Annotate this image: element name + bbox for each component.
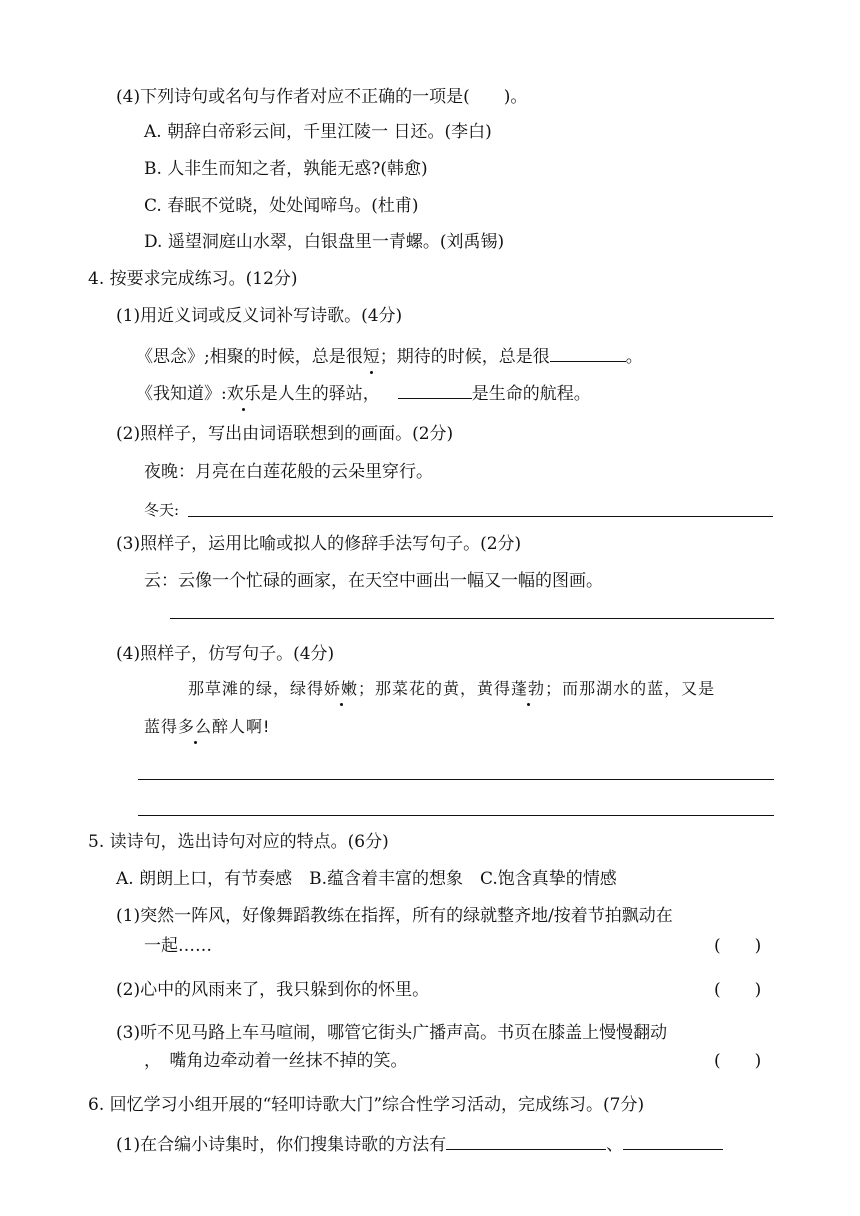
- q4-2-answer-line[interactable]: [188, 516, 773, 517]
- q4-2-prompt: 冬天:: [144, 501, 180, 519]
- q4-4-s2: ；那菜花的黄，黄得: [358, 679, 512, 698]
- q4-title: 4. 按要求完成练习。(12分): [88, 269, 298, 289]
- q4-4-sample-line-2: [144, 716, 270, 738]
- q6-title: 6. 回忆学习小组开展的“轻叩诗歌大门”综合性学习活动，完成练习。(7分): [88, 1095, 645, 1115]
- q4-4-stem: (4)照样子，仿写句子。(4分): [116, 644, 335, 664]
- q4-1-blank-1[interactable]: [550, 343, 626, 362]
- q5-item-1-line-1: (1)突然一阵风，好像舞蹈教练在指挥，所有的绿就整齐地/按着节拍飘动在: [116, 906, 673, 926]
- q5-item-3-line-2: ， 嘴角边牵动着一丝抹不掉的笑。: [144, 1051, 408, 1071]
- q5-options: A. 朗朗上口，有节奏感 B.蕴含着丰富的想象 C.饱含真挚的情感: [116, 869, 617, 889]
- q5-item-3-line-1: (3)听不见马路上车马喧闹，哪管它街头广播声高。书页在膝盖上慢慢翻动: [116, 1023, 668, 1043]
- q4-1-line-1: [136, 343, 643, 368]
- q4-1-line-2: [136, 380, 591, 405]
- q6-1-line: [116, 1131, 723, 1156]
- q4-3-stem: (3)照样子，运用比喻或拟人的修辞手法写句子。(2分): [116, 534, 522, 554]
- q4-1-line-1-a: 《思念》;相聚的时候，总是很: [136, 347, 363, 367]
- q3-4-option-a: A. 朝辞白帝彩云间，千里江陵一 日还。(李白): [144, 122, 492, 142]
- q5-item-2-answer[interactable]: ( ): [714, 980, 762, 1000]
- q5-item-3-answer[interactable]: ( ): [714, 1051, 762, 1071]
- q5-item-2: (2)心中的风雨来了，我只躲到你的怀里。: [116, 980, 430, 1000]
- q3-4-option-c: C. 春眠不觉晓，处处闻啼鸟。(杜甫): [144, 196, 419, 216]
- q6-1-blank-2[interactable]: [623, 1131, 723, 1150]
- q4-4-dotted-1: 娇嫩: [324, 679, 359, 698]
- q4-1-line-2-a: 《我知道》:: [136, 384, 227, 404]
- q3-4-option-b: B. 人非生而知之者，孰能无惑?(韩愈): [144, 159, 428, 179]
- q4-3-example: 云：云像一个忙碌的画家，在天空中画出一幅又一幅的图画。: [144, 571, 603, 591]
- q4-4-s1: 那草滩的绿，绿得: [188, 679, 325, 698]
- q4-1-line-2-b: 是人生的驿站，: [260, 384, 380, 404]
- q4-1-dotted-word: 短: [362, 347, 380, 367]
- q6-1-stem: (1)在合编小诗集时，你们搜集诗歌的方法有: [116, 1135, 447, 1155]
- q4-4-s3: ；而那湖水的蓝，又是: [545, 679, 716, 698]
- q3-4-option-d: D. 遥望洞庭山水翠，白银盘里一青螺。(刘禹锡): [144, 232, 505, 252]
- q4-4-s4-end: 啊!: [246, 717, 271, 736]
- q5-item-1-answer[interactable]: ( ): [714, 936, 762, 956]
- q4-1-blank-2[interactable]: [398, 380, 472, 399]
- q4-4-answer-line-2[interactable]: [138, 815, 774, 816]
- q4-1-dotted-word-2: 欢乐: [226, 384, 261, 404]
- q4-1-line-1-b: ；期待的时候，总是很: [379, 347, 550, 367]
- q5-item-1-line-2: 一起……: [144, 936, 212, 956]
- q6-1-separator: 、: [606, 1135, 624, 1155]
- q4-4-answer-line-1[interactable]: [138, 779, 774, 780]
- q4-2-stem: (2)照样子，写出由词语联想到的画面。(2分): [116, 424, 454, 444]
- q3-4-stem: (4)下列诗句或名句与作者对应不正确的一项是( )。: [116, 87, 528, 107]
- q5-title: 5. 读诗句，选出诗句对应的特点。(6分): [88, 832, 389, 852]
- q4-4-dotted-2: 蓬勃: [511, 679, 546, 698]
- q4-4-sample-line-1: [188, 678, 715, 700]
- q6-1-blank-1[interactable]: [446, 1131, 606, 1150]
- q4-1-line-2-end: 是生命的航程。: [471, 384, 591, 404]
- q4-1-stem: (1)用近义词或反义词补写诗歌。(4分): [116, 306, 403, 326]
- q4-4-dotted-3: 蓝得多么醉人: [144, 717, 247, 736]
- q4-3-answer-line[interactable]: [170, 618, 774, 619]
- q4-1-line-1-end: 。: [625, 347, 643, 367]
- q4-2-example: 夜晚：月亮在白莲花般的云朵里穿行。: [144, 462, 433, 482]
